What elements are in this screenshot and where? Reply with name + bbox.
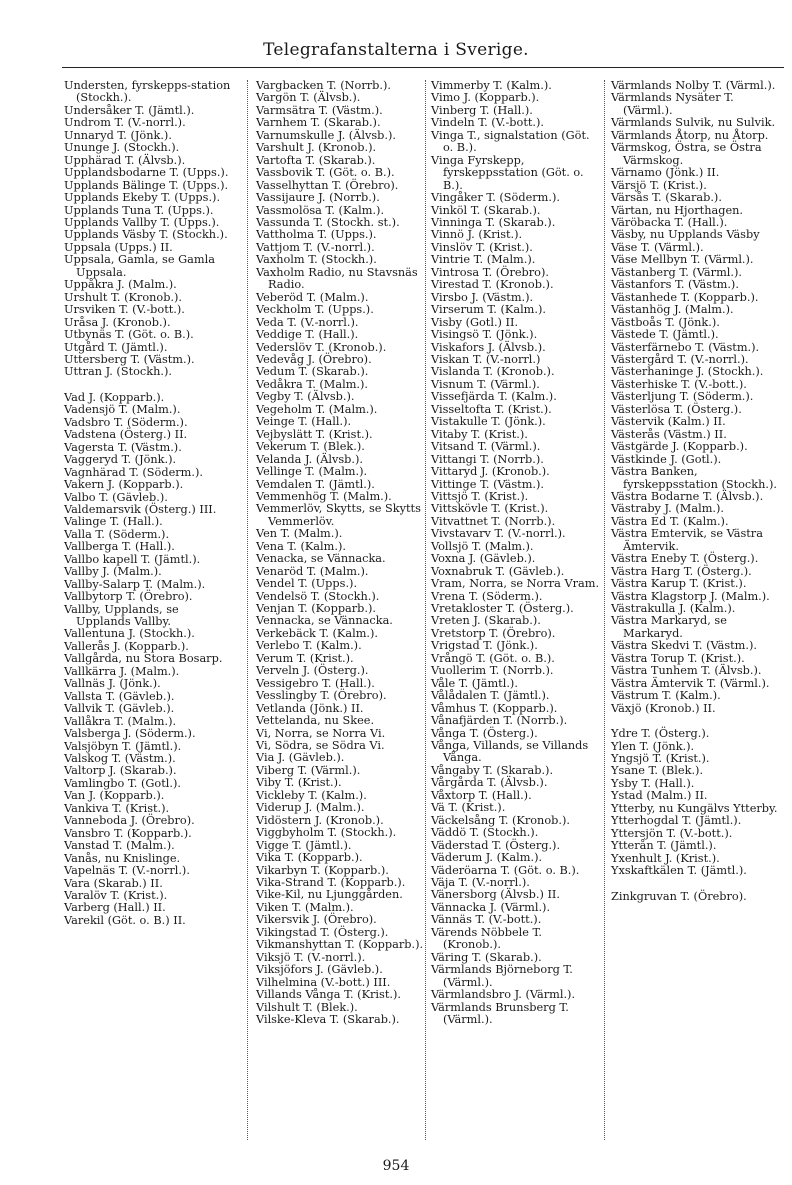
list-item: Vinberg T. (Hall.). — [431, 103, 533, 117]
list-item: Varmsätra T. (Västm.). — [256, 103, 383, 117]
list-item: Väse Mellbyn T. (Värml.). — [611, 253, 754, 267]
list-item: Vellinge T. (Malm.). — [256, 465, 368, 479]
list-item: Verum T. (Krist.). — [256, 651, 354, 665]
list-item: Unnaryd T. (Jönk.). — [64, 128, 172, 142]
list-item: Uttersberg T. (Västm.). — [64, 352, 195, 366]
list-item: Visingsö T. (Jönk.). — [431, 328, 538, 342]
list-item: Västerhaninge J. (Stockh.). — [611, 365, 764, 379]
list-item: Verveln J. (Österg.). — [256, 664, 369, 678]
list-item: Yttersjön T. (V.-bott.). — [611, 826, 733, 840]
list-item: Vickleby T. (Kalm.). — [256, 788, 367, 802]
list-item: Vallsta T. (Gävleb.). — [64, 689, 175, 703]
list-item: Vittsjö T. (Krist.). — [431, 489, 529, 503]
column-divider — [247, 80, 248, 1140]
list-item: Vinninga T. (Skarab.). — [431, 215, 556, 229]
list-item: Zinkgruvan T. (Örebro). — [611, 889, 747, 903]
list-item: Viderup J. (Malm.). — [256, 801, 365, 815]
list-item: Värsjö T. (Krist.). — [611, 178, 707, 192]
list-item: Vekerum T. (Blek.). — [256, 440, 365, 454]
list-item: Värmskog, Östra, se Östra Värmskog. — [611, 141, 762, 167]
list-item: Vendel T. (Upps.). — [256, 577, 358, 591]
list-item: Upplands Väsby T. (Stockh.). — [64, 228, 228, 242]
list-item: Vesslingby T. (Örebro). — [256, 689, 387, 703]
column-1 — [64, 80, 236, 927]
list-item: Vitsand T. (Värml.). — [431, 440, 541, 454]
list-item: Ylen T. (Jönk.). — [611, 739, 695, 753]
column-3 — [431, 80, 603, 1026]
list-item: Västgärde J. (Kopparb.). — [611, 440, 748, 454]
list-item: Vallby-Salarp T. (Malm.). — [64, 577, 206, 591]
list-item: Vislanda T. (Kronob.). — [431, 365, 555, 379]
list-item: Vanås, nu Knislinge. — [64, 851, 181, 865]
list-item: Vimmerby T. (Kalm.). — [431, 79, 552, 92]
list-item: Vallnäs J. (Jönk.). — [64, 677, 161, 691]
list-item: Västra Ed T. (Kalm.). — [611, 514, 729, 528]
list-item: Västra Ämtervik T. (Värml.). — [611, 676, 770, 690]
list-item: Vargön T. (Älvsb.). — [256, 91, 361, 105]
list-item: Västerås (Västm.) II. — [611, 427, 727, 441]
list-item: Vika-Strand T. (Kopparb.). — [256, 876, 406, 889]
list-item: Västanhög J. (Malm.). — [611, 303, 734, 317]
list-item: Valskog T. (Västm.). — [64, 752, 176, 766]
list-item: Västerfärnebo T. (Västm.). — [611, 340, 760, 354]
list-item: Veberöd T. (Malm.). — [256, 290, 369, 304]
list-item: Vretstorp T. (Örebro). — [431, 626, 556, 640]
list-item: Vinköl T. (Skarab.). — [431, 203, 541, 217]
list-item: Vänersborg (Älvsb.) II. — [431, 888, 560, 902]
list-item: Vaxholm T. (Stockh.). — [256, 253, 377, 267]
list-item: Verlebo T. (Kalm.). — [256, 639, 362, 653]
list-item: Upplands Bälinge T. (Upps.). — [64, 178, 229, 192]
list-item: Valsberga J. (Söderm.). — [64, 727, 196, 741]
list-item: Upphärad T. (Älvsb.). — [64, 153, 186, 167]
list-item: Vikingstad T. (Österg.). — [256, 925, 389, 939]
section-gap — [64, 379, 236, 392]
list-item: Urshult T. (Kronob.). — [64, 290, 183, 304]
list-item: Vendelsö T. (Stockh.). — [256, 589, 380, 603]
list-item: Västerhiske T. (V.-bott.). — [611, 377, 747, 391]
list-item: Västanfors T. (Västm.). — [611, 278, 739, 292]
list-item: Västervik (Kalm.) II. — [611, 415, 726, 429]
list-item: Västra Banken, fyrskeppsstation (Stockh.). — [611, 465, 777, 491]
list-item: Vintrosa T. (Örebro). — [431, 265, 549, 279]
list-item: Vännäs T. (V.-bott.). — [431, 913, 542, 927]
list-item: Vallåkra T. (Malm.). — [64, 714, 177, 728]
list-item: Värmlands Sulvik, nu Sulvik. — [611, 116, 776, 130]
list-item: Västrakulla J. (Kalm.). — [611, 602, 736, 616]
list-item: Varekil (Göt. o. B.) II. — [64, 913, 186, 927]
page-number: 954 — [382, 1158, 410, 1174]
list-item: Vitaby T. (Krist.). — [431, 427, 528, 441]
list-item: Ytterby, nu Kungälvs Ytterby. — [611, 801, 778, 815]
list-item: Vinslöv T. (Krist.). — [431, 240, 533, 254]
list-item: Västra Torup T. (Krist.). — [611, 651, 745, 665]
list-item: Ytterån T. (Jämtl.). — [611, 839, 717, 853]
list-item: Vikmanshyttan T. (Kopparb.). — [256, 938, 424, 952]
list-item: Valla T. (Söderm.). — [64, 527, 170, 541]
list-item: Vassijaure J. (Norrb.). — [256, 191, 380, 205]
list-item: Vanstad T. (Malm.). — [64, 839, 175, 853]
list-item: Värmlands Åtorp, nu Åtorp. — [611, 128, 769, 142]
list-item: Veda T. (V.-norrl.). — [256, 315, 359, 329]
list-item: Vingåker T. (Söderm.). — [431, 191, 560, 205]
list-item: Vi, Södra, se Södra Vi. — [256, 739, 385, 753]
list-item: Värtan, nu Hjorthagen. — [611, 203, 744, 217]
list-item: Yngsjö T. (Krist.). — [611, 752, 710, 766]
list-item: Vallvik T. (Gävleb.). — [64, 702, 175, 716]
list-item: Ystad (Malm.) II. — [611, 789, 708, 803]
list-item: Veinge T. (Hall.). — [256, 415, 352, 429]
list-item: Västra Tunhem T. (Älvsb.). — [611, 664, 762, 678]
list-item: Vallby, Upplands, se Upplands Vallby. — [64, 602, 179, 629]
list-item: Viskan T. (V.-norrl.) — [431, 352, 541, 366]
list-item: Vansbro T. (Kopparb.). — [64, 826, 192, 840]
list-item: Vemmenhög T. (Malm.). — [256, 489, 392, 503]
list-item: Vemdalen T. (Jämtl.). — [256, 477, 375, 491]
list-item: Vittinge T. (Västm.). — [431, 477, 545, 491]
list-item: Västrum T. (Kalm.). — [611, 689, 721, 703]
list-item: Visnum T. (Värml.). — [431, 377, 540, 391]
list-item: Undrom T. (V.-norrl.). — [64, 116, 186, 130]
list-item: Vallgårda, nu Stora Bosarp. — [64, 652, 223, 666]
list-item: Väse T. (Värml.). — [611, 240, 704, 254]
list-item: Vissefjärda T. (Kalm.). — [431, 390, 557, 404]
list-item: Vikarbyn T. (Kopparb.). — [256, 863, 389, 877]
list-item: Valtorp J. (Skarab.). — [64, 764, 177, 778]
list-item: Utgård T. (Jämtl.). — [64, 340, 168, 354]
list-item: Västergård T. (V.-norrl.). — [611, 352, 749, 366]
list-item: Veckholm T. (Upps.). — [256, 303, 374, 317]
list-item: Virserum T. (Kalm.). — [431, 303, 546, 317]
list-item: Viberg T. (Värml.). — [256, 763, 361, 777]
list-item: Vigge T. (Jämtl.). — [256, 838, 352, 852]
list-item: Värmlands Nolby T. (Värml.). — [611, 79, 776, 92]
list-item: Velanda J. (Älvsb.). — [256, 452, 363, 466]
list-item: Vessigebro T. (Hall.). — [256, 676, 375, 690]
list-item: Vinga T., signalstation (Göt. o. B.). — [431, 128, 590, 155]
list-item: Upplands Tuna T. (Upps.). — [64, 203, 214, 217]
list-item: Valbo T. (Gävleb.). — [64, 490, 168, 504]
list-item: Vattjom T. (V.-norrl.). — [256, 240, 375, 254]
list-item: Vapelnäs T. (V.-norrl.). — [64, 864, 190, 878]
list-item: Villands Vånga T. (Krist.). — [256, 988, 401, 1002]
list-item: Vattholma T. (Upps.). — [256, 228, 377, 242]
list-item: Viksjö T. (V.-norrl.). — [256, 950, 366, 964]
list-item: Västra Skedvi T. (Västm.). — [611, 639, 757, 653]
list-item: Värmlands Brunsberg T. (Värml.). — [431, 1000, 569, 1026]
list-item: Vretakloster T. (Österg.). — [431, 602, 574, 616]
list-item: Vallentuna J. (Stockh.). — [64, 627, 195, 641]
list-item: Våmhus T. (Kopparb.). — [431, 701, 558, 715]
list-item: Yxenhult J. (Krist.). — [611, 851, 720, 865]
list-item: Väckelsång T. (Kronob.). — [431, 813, 570, 827]
list-item: Vallby J. (Malm.). — [64, 565, 162, 579]
list-item: Värnamo (Jönk.) II. — [611, 166, 720, 180]
list-item: Vitvattnet T. (Norrb.). — [431, 514, 556, 528]
list-item: Vejbyslätt T. (Krist.). — [256, 427, 373, 441]
list-item: Vartofta T. (Skarab.). — [256, 153, 376, 167]
list-item: Våle T. (Jämtl.). — [431, 676, 518, 690]
list-item: Växjö (Kronob.) II. — [611, 701, 716, 715]
list-item: Vindeln T. (V.-bott.). — [431, 116, 545, 130]
list-item: Vallbytorp T. (Örebro). — [64, 590, 193, 604]
list-item: Uppsala (Upps.) II. — [64, 240, 173, 254]
list-item: Venjan T. (Kopparb.). — [256, 602, 377, 616]
list-item: Vrigstad T. (Jönk.). — [431, 639, 538, 653]
list-item: Västede T. (Jämtl.). — [611, 328, 719, 342]
list-item: Västerlösa T. (Österg.). — [611, 402, 742, 416]
list-item: Vederslöv T. (Kronob.). — [256, 340, 387, 354]
list-item: Vettelanda, nu Skee. — [256, 714, 375, 728]
list-item: Vångaby T. (Skarab.). — [431, 763, 554, 777]
list-item: Voxna J. (Gävleb.). — [431, 552, 536, 566]
list-item: Vinga Fyrskepp, fyrskeppsstation (Göt. o. B.). — [431, 153, 584, 192]
list-item: Västra Klagstorp J. (Malm.). — [611, 589, 770, 603]
list-item: Väsby, nu Upplands Väsby — [611, 228, 760, 242]
list-item: Vedum T. (Skarab.). — [256, 365, 369, 379]
list-item: Vilhelmina (V.-bott.) III. — [256, 975, 391, 989]
list-item: Vånafjärden T. (Norrb.). — [431, 714, 568, 728]
list-item: Västra Karup T. (Krist.). — [611, 577, 747, 591]
list-item: Uråsa J. (Kronob.). — [64, 315, 171, 329]
list-item: Väddö T. (Stockh.). — [431, 826, 539, 840]
list-item: Varshult J. (Kronob.). — [256, 141, 377, 155]
list-item: Västra Harg T. (Österg.). — [611, 564, 752, 578]
list-item: Västraby J. (Malm.). — [611, 502, 724, 516]
list-item: Vimo J. (Kopparb.). — [431, 91, 540, 105]
list-item: Vasselhyttan T. (Örebro). — [256, 178, 399, 192]
column-divider — [604, 80, 605, 1140]
list-item: Vagersta T. (Västm.). — [64, 440, 182, 454]
list-item: Venaröd T. (Malm.). — [256, 564, 369, 578]
list-item: Uppåkra J. (Malm.). — [64, 278, 177, 292]
list-item: Vemmerlöv, Skytts, se Skytts Vemmerlöv. — [256, 502, 421, 528]
list-item: Varnumskulle J. (Älvsb.). — [256, 128, 396, 142]
column-divider — [425, 80, 426, 1140]
list-item: Vallberga T. (Hall.). — [64, 540, 175, 554]
list-item: Vadstena (Österg.) II. — [64, 428, 188, 442]
list-item: Viksjöfors J. (Gävleb.). — [256, 963, 383, 977]
list-item: Yxskaftkälen T. (Jämtl.). — [611, 864, 747, 878]
list-item: Ven T. (Malm.). — [256, 527, 343, 541]
list-item: Vallbo kapell T. (Jämtl.). — [64, 552, 201, 566]
list-item: Virestad T. (Kronob.). — [431, 278, 554, 292]
list-item: Van J. (Kopparb.). — [64, 789, 165, 803]
list-item: Understen, fyrskepps-station (Stockh.). — [64, 79, 231, 105]
list-item: Valdemarsvik (Österg.) III. — [64, 502, 217, 516]
list-item: Viggbyholm T. (Stockh.). — [256, 826, 397, 840]
list-item: Vittangi T. (Norrb.). — [431, 452, 544, 466]
list-item: Ysby T. (Hall.). — [611, 776, 695, 790]
list-item: Viby T. (Krist.). — [256, 776, 342, 790]
list-item: Vara (Skarab.) II. — [64, 876, 163, 890]
list-item: Visseltofta T. (Krist.). — [431, 402, 552, 416]
list-item: Vedåkra T. (Malm.). — [256, 377, 369, 391]
list-item: Varnhem T. (Skarab.). — [256, 116, 381, 130]
list-item: Vassunda T. (Stockh. st.). — [256, 215, 400, 229]
list-item: Vålådalen T. (Jämtl.). — [431, 689, 550, 703]
list-item: Vi, Norra, se Norra Vi. — [256, 726, 386, 740]
list-item: Ytterhogdal T. (Jämtl.). — [611, 814, 742, 828]
list-item: Vassmolösa T. (Kalm.). — [256, 203, 385, 217]
list-item: Ununge J. (Stockh.). — [64, 141, 180, 155]
list-item: Valinge T. (Hall.). — [64, 515, 163, 529]
list-item: Vistakulle T. (Jönk.). — [431, 415, 546, 429]
list-item: Vassbovik T. (Göt. o. B.). — [256, 166, 395, 180]
list-item: Ursviken T. (V.-bott.). — [64, 303, 185, 317]
list-item: Väderum J. (Kalm.). — [431, 851, 543, 865]
list-item: Vaxholm Radio, nu Stavsnäs Radio. — [256, 265, 418, 292]
list-item: Vånga, Villands, se Villands Vånga. — [431, 739, 589, 765]
list-item: Vankiva T. (Krist.). — [64, 801, 170, 815]
list-item: Vårgårda T. (Älvsb.). — [431, 776, 548, 790]
list-item: Vrångö T. (Göt. o. B.). — [431, 651, 555, 665]
column-4 — [611, 80, 783, 903]
page-title: Telegrafanstalterna i Sverige. — [263, 40, 529, 60]
list-item: Vikersvik J. (Örebro). — [256, 913, 377, 927]
list-item: Väring T. (Skarab.). — [431, 950, 542, 964]
list-item: Väderstad T. (Österg.). — [431, 838, 561, 852]
list-item: Vilshult T. (Blek.). — [256, 1000, 358, 1014]
list-item: Västerljung T. (Söderm.). — [611, 390, 754, 404]
list-item: Vena T. (Kalm.). — [256, 539, 346, 553]
list-item: Värends Nöbbele T. (Kronob.). — [431, 925, 543, 952]
list-item: Ysane T. (Blek.). — [611, 764, 704, 778]
list-item: Värmlands Björneborg T. (Värml.). — [431, 963, 573, 989]
list-item: Viken T. (Malm.). — [256, 900, 354, 914]
list-item: Västkinde J. (Gotl.). — [611, 452, 722, 466]
list-item: Vram, Norra, se Norra Vram. — [431, 577, 600, 591]
list-item: Västra Emtervik, se Västra Ämtervik. — [611, 527, 763, 553]
list-item: Vuollerim T. (Norrb.). — [431, 664, 554, 678]
list-item: Via J. (Gävleb.). — [256, 751, 345, 765]
list-item: Våxtorp T. (Hall.). — [431, 788, 532, 802]
list-item: Västboås T. (Jönk.). — [611, 315, 720, 329]
list-item: Vallkärra J. (Malm.). — [64, 664, 180, 678]
list-item: Vaggeryd T. (Jönk.). — [64, 453, 177, 467]
list-item: Verkebäck T. (Kalm.). — [256, 626, 379, 640]
list-item: Vidöstern J. (Kronob.). — [256, 813, 384, 827]
list-item: Vollsjö T. (Malm.). — [431, 539, 534, 553]
list-item: Vanneboda J. (Örebro). — [64, 814, 195, 828]
list-item: Vegby T. (Älvsb.). — [256, 390, 355, 404]
list-item: Vittaryd J. (Kronob.). — [431, 465, 550, 479]
list-item: Västra Eneby T. (Österg.). — [611, 552, 759, 566]
list-item: Upplands Vallby T. (Upps.). — [64, 215, 220, 229]
list-item: Västanberg T. (Värml.). — [611, 265, 742, 279]
list-item: Viskafors J. (Älvsb.). — [431, 340, 546, 354]
list-item: Vike-Kil, nu Ljunggården. — [256, 888, 403, 902]
list-item: Venacka, se Vännacka. — [256, 552, 386, 566]
list-item: Vä T. (Krist.). — [431, 801, 506, 815]
list-item: Värmlandsbro J. (Värml.). — [431, 988, 576, 1002]
list-item: Vånga T. (Österg.). — [431, 726, 538, 740]
column-2 — [256, 80, 428, 1026]
list-item: Värmlands Nysäter T. (Värml.). — [611, 91, 734, 117]
list-item: Väja T. (V.-norrl.). — [431, 876, 530, 889]
list-item: Varalöv T. (Krist.). — [64, 889, 168, 902]
list-item: Vinnö J. (Krist.). — [431, 228, 523, 242]
list-item: Undersåker T. (Jämtl.). — [64, 103, 195, 117]
list-item: Västra Bodarne T. (Älvsb.). — [611, 489, 764, 503]
list-item: Vadensjö T. (Malm.). — [64, 403, 181, 417]
list-item: Upplandsbodarne T. (Upps.). — [64, 166, 229, 180]
list-item: Vrena T. (Söderm.). — [431, 589, 543, 603]
list-item: Vegeholm T. (Malm.). — [256, 402, 378, 416]
section-gap — [611, 878, 783, 891]
list-item: Varberg (Hall.) II. — [64, 901, 166, 915]
list-item: Uttran J. (Stockh.). — [64, 365, 172, 379]
list-item: Värsås T. (Skarab.). — [611, 191, 722, 205]
list-item: Vivstavarv T. (V.-norrl.). — [431, 527, 566, 541]
list-item: Väröbacka T. (Hall.). — [611, 215, 728, 229]
list-item: Vallerås J. (Kopparb.). — [64, 639, 189, 653]
list-item: Uppsala, Gamla, se Gamla Uppsala. — [64, 253, 215, 279]
list-item: Vintrie T. (Malm.). — [431, 253, 536, 267]
list-item: Voxnabruk T. (Gävleb.). — [431, 564, 565, 578]
list-item: Vedevåg J. (Örebro). — [256, 352, 372, 366]
list-item: Upplands Ekeby T. (Upps.). — [64, 191, 221, 205]
list-item: Vreten J. (Skarab.). — [431, 614, 541, 628]
list-item: Visby (Gotl.) II. — [431, 315, 519, 329]
list-item: Ydre T. (Österg.). — [611, 727, 710, 741]
list-item: Vännacka J. (Värml.). — [431, 900, 551, 914]
list-item: Vittskövle T. (Krist.). — [431, 502, 549, 516]
list-item: Valsjöbyn T. (Jämtl.). — [64, 739, 182, 753]
list-item: Västra Markaryd, se Markaryd. — [611, 614, 727, 640]
list-item: Vakern J. (Kopparb.). — [64, 478, 184, 492]
list-item: Vamlingbo T. (Gotl.). — [64, 776, 181, 790]
list-item: Virsbo J. (Västm.). — [431, 290, 534, 304]
list-item: Vilske-Kleva T. (Skarab.). — [256, 1012, 400, 1026]
list-item: Vadsbro T. (Söderm.). — [64, 415, 188, 429]
list-item: Vagnhärad T. (Söderm.). — [64, 465, 203, 479]
header-rule — [62, 67, 784, 68]
list-item: Vetlanda (Jönk.) II. — [256, 701, 364, 715]
list-item: Vennacka, se Vännacka. — [256, 614, 393, 628]
list-item: Vad J. (Kopparb.). — [64, 390, 165, 404]
list-item: Väderöarna T. (Göt. o. B.). — [431, 863, 580, 877]
list-item: Utbynäs T. (Göt. o. B.). — [64, 328, 194, 342]
list-item: Västanhede T. (Kopparb.). — [611, 290, 759, 304]
list-item: Veddige T. (Hall.). — [256, 328, 359, 342]
list-item: Vika T. (Kopparb.). — [256, 851, 363, 865]
list-item: Vargbacken T. (Norrb.). — [256, 79, 391, 92]
